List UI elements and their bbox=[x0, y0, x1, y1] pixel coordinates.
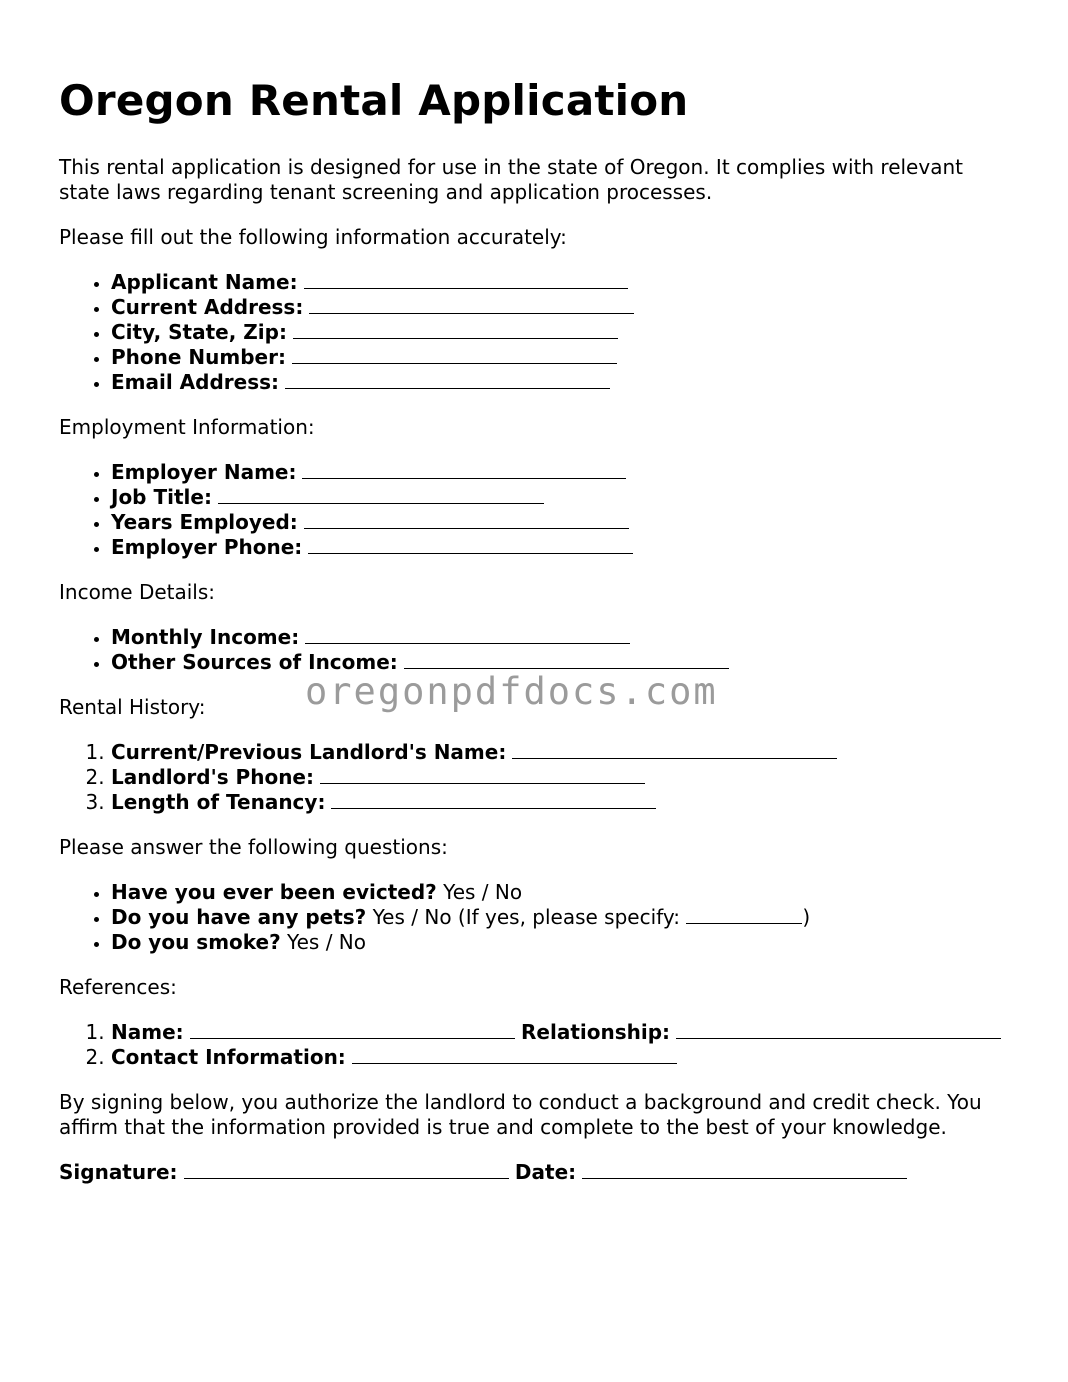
list-item bbox=[111, 765, 1019, 790]
field-label-employer-name: Employer Name: bbox=[111, 460, 297, 484]
list-item bbox=[111, 460, 1019, 485]
employment-heading: Employment Information: bbox=[59, 415, 315, 439]
monthly-income-blank[interactable] bbox=[305, 625, 630, 644]
years-employed-blank[interactable] bbox=[304, 510, 629, 529]
applicant-fields-list bbox=[59, 270, 1019, 395]
list-item bbox=[111, 905, 1019, 930]
field-label-phone-number: Phone Number: bbox=[111, 345, 286, 369]
field-label-date: Date: bbox=[514, 1160, 577, 1184]
field-label-reference-name: Name: bbox=[111, 1020, 184, 1044]
field-label-relationship: Relationship: bbox=[521, 1020, 671, 1044]
landlord-name-blank[interactable] bbox=[512, 740, 837, 759]
answer-options-smoke[interactable]: Yes / No bbox=[280, 930, 366, 954]
list-item bbox=[111, 880, 1019, 905]
income-fields-list bbox=[59, 625, 1019, 675]
signature-line bbox=[59, 1160, 1019, 1185]
field-label-contact-information: Contact Information: bbox=[111, 1045, 346, 1069]
page-title: Oregon Rental Application bbox=[59, 76, 689, 125]
length-of-tenancy-blank[interactable] bbox=[331, 790, 656, 809]
field-label-email-address: Email Address: bbox=[111, 370, 280, 394]
list-item bbox=[111, 625, 1019, 650]
current-address-blank[interactable] bbox=[309, 295, 634, 314]
answer-options-evicted[interactable]: Yes / No bbox=[436, 880, 523, 904]
field-label-applicant-name: Applicant Name: bbox=[111, 270, 298, 294]
rental-history-list bbox=[59, 740, 1019, 815]
field-label-landlord-phone: Landlord's Phone: bbox=[111, 765, 314, 789]
job-title-blank[interactable] bbox=[218, 485, 544, 504]
email-address-blank[interactable] bbox=[285, 370, 610, 389]
reference-name-blank[interactable] bbox=[190, 1020, 515, 1039]
questions-heading: Please answer the following questions: bbox=[59, 835, 448, 859]
field-label-job-title: Job Title: bbox=[111, 485, 212, 509]
field-label-city-state-zip: City, State, Zip: bbox=[111, 320, 287, 344]
landlord-phone-blank[interactable] bbox=[320, 765, 645, 784]
list-item bbox=[111, 740, 1019, 765]
questions-list bbox=[59, 880, 1019, 955]
answer-options-pets[interactable]: Yes / No (If yes, please specify: bbox=[366, 905, 687, 929]
intro-paragraph: This rental application is designed for use in the state of Oregon. It complies with relevant state laws regarding tenant screening and application processes. bbox=[59, 155, 963, 204]
list-item bbox=[111, 370, 1019, 395]
other-income-blank[interactable] bbox=[404, 650, 729, 669]
question-smoke: Do you smoke? bbox=[111, 930, 281, 954]
applicant-name-blank[interactable] bbox=[304, 270, 628, 289]
references-list bbox=[59, 1020, 1019, 1070]
field-label-length-of-tenancy: Length of Tenancy: bbox=[111, 790, 326, 814]
income-heading: Income Details: bbox=[59, 580, 216, 604]
list-item bbox=[111, 790, 1019, 815]
field-label-monthly-income: Monthly Income: bbox=[111, 625, 300, 649]
list-item bbox=[111, 930, 1019, 955]
field-label-current-address: Current Address: bbox=[111, 295, 304, 319]
city-state-zip-blank[interactable] bbox=[293, 320, 618, 339]
list-item bbox=[111, 270, 1019, 295]
instructions-paragraph: Please fill out the following information accurately: bbox=[59, 225, 567, 249]
references-heading: References: bbox=[59, 975, 177, 999]
pets-specify-blank[interactable] bbox=[686, 905, 802, 924]
field-label-signature: Signature: bbox=[59, 1160, 178, 1184]
employment-fields-list bbox=[59, 460, 1019, 560]
list-item bbox=[111, 1020, 1019, 1045]
rental-application-document bbox=[59, 76, 1019, 1205]
authorization-paragraph: By signing below, you authorize the landlord to conduct a background and credit check. You affirm that the information provided is true and complete to the best of your knowledge. bbox=[59, 1090, 982, 1139]
phone-number-blank[interactable] bbox=[292, 345, 617, 364]
question-evicted: Have you ever been evicted? bbox=[111, 880, 437, 904]
date-blank[interactable] bbox=[582, 1160, 907, 1179]
contact-information-blank[interactable] bbox=[352, 1045, 677, 1064]
list-item bbox=[111, 345, 1019, 370]
rental-history-heading: Rental History: bbox=[59, 695, 206, 719]
question-pets: Do you have any pets? bbox=[111, 905, 367, 929]
list-item bbox=[111, 535, 1019, 560]
signature-blank[interactable] bbox=[184, 1160, 509, 1179]
relationship-blank[interactable] bbox=[676, 1020, 1001, 1039]
list-item bbox=[111, 295, 1019, 320]
list-item bbox=[111, 485, 1019, 510]
field-label-employer-phone: Employer Phone: bbox=[111, 535, 303, 559]
list-item bbox=[111, 1045, 1019, 1070]
field-label-other-income: Other Sources of Income: bbox=[111, 650, 398, 674]
pets-closing-paren: ) bbox=[802, 905, 811, 929]
list-item bbox=[111, 320, 1019, 345]
list-item bbox=[111, 510, 1019, 535]
field-label-years-employed: Years Employed: bbox=[111, 510, 298, 534]
field-label-landlord-name: Current/Previous Landlord's Name: bbox=[111, 740, 507, 764]
watermark-text: oregonpdfdocs.com bbox=[305, 670, 718, 713]
employer-phone-blank[interactable] bbox=[308, 535, 633, 554]
employer-name-blank[interactable] bbox=[302, 460, 626, 479]
